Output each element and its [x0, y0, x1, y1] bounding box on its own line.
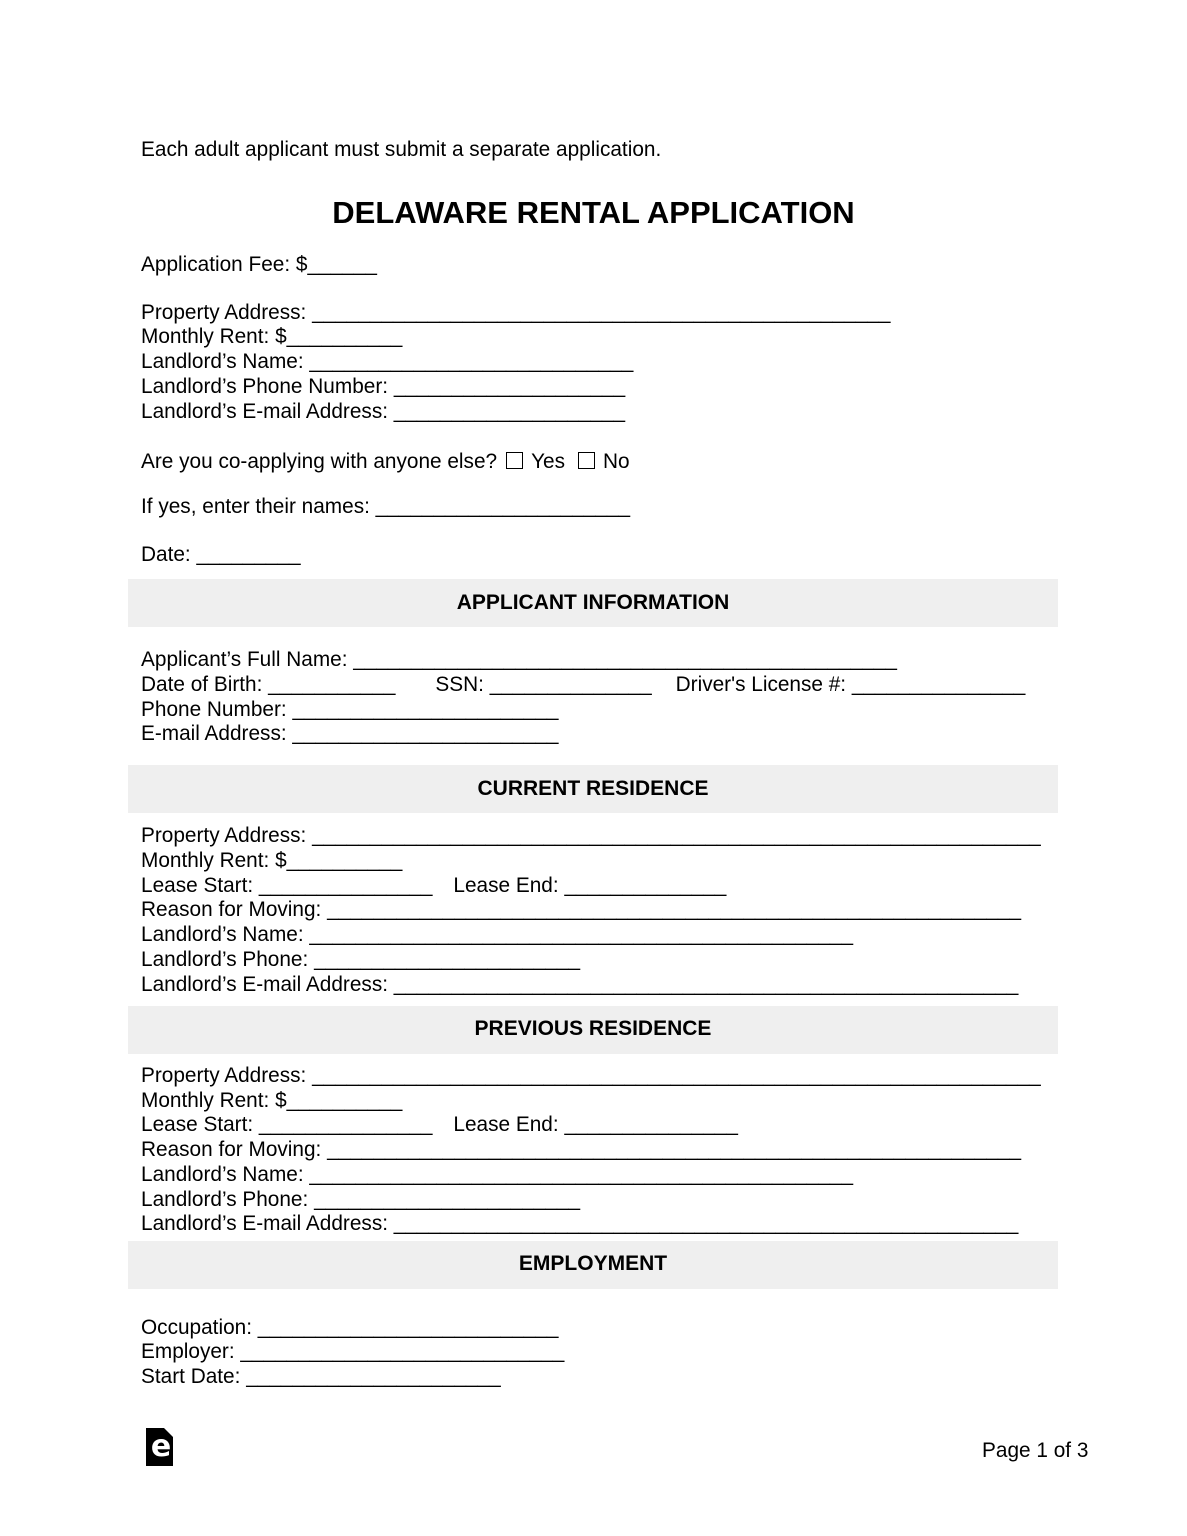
date-label: Date: [141, 543, 197, 567]
date-of-birth-blank[interactable]: ___________ [268, 672, 396, 696]
field-property-address [141, 301, 1187, 326]
previous-monthly-rent-label: Monthly Rent: $ [141, 1088, 287, 1112]
occupation-blank[interactable]: __________________________ [257, 1315, 559, 1339]
current-landlord-email-blank[interactable]: ______________________________________________________ [393, 972, 1019, 996]
section-header-employment [128, 1241, 1058, 1289]
field-current-landlord-email [141, 973, 1187, 998]
yes-checkbox-icon[interactable] [506, 452, 523, 469]
current-landlord-phone-label: Landlord’s Phone: [141, 947, 315, 971]
ssn-label: SSN: [435, 672, 490, 696]
field-co-applicant-names [141, 495, 1187, 520]
current-landlord-phone-blank[interactable]: _______________________ [314, 947, 581, 971]
field-email-address [141, 722, 1187, 747]
field-previous-reason-for-moving [141, 1138, 1187, 1163]
previous-property-address-label: Property Address: [141, 1063, 313, 1087]
previous-lease-start-label: Lease Start: [141, 1113, 259, 1137]
previous-landlord-email-blank[interactable]: ______________________________________________________ [393, 1212, 1019, 1236]
current-reason-for-moving-blank[interactable]: ____________________________________________________________ [327, 898, 1022, 922]
field-current-property-address [141, 824, 1187, 849]
property-address-blank[interactable]: __________________________________________________ [312, 300, 891, 324]
previous-landlord-email-label: Landlord’s E-mail Address: [141, 1212, 394, 1236]
eforms-logo [146, 1428, 173, 1466]
landlord-phone-number-blank[interactable]: ____________________ [393, 374, 626, 398]
current-lease-start-label: Lease Start: [141, 873, 259, 897]
employment-heading: EMPLOYMENT [518, 1252, 668, 1276]
co-applying-question: Are you co-applying with anyone else? [141, 450, 498, 474]
phone-number-label: Phone Number: [141, 697, 293, 721]
ssn-blank[interactable]: ______________ [489, 672, 652, 696]
previous-reason-for-moving-blank[interactable]: ____________________________________________________________ [327, 1138, 1022, 1161]
application-fee-label: Application Fee: $ [141, 252, 308, 276]
current-reason-for-moving-label: Reason for Moving: [141, 898, 328, 922]
yes-label: Yes [531, 450, 566, 474]
landlord-phone-number-label: Landlord’s Phone Number: [141, 374, 394, 398]
field-start-date [141, 1365, 1187, 1390]
current-lease-end-blank[interactable]: ______________ [564, 873, 727, 897]
current-property-address-label: Property Address: [141, 824, 313, 847]
field-previous-property-address [141, 1064, 1187, 1089]
applicant-information-heading: APPLICANT INFORMATION [456, 590, 730, 614]
section-header-previous-residence [128, 1006, 1058, 1054]
monthly-rent-label: Monthly Rent: $ [141, 325, 287, 349]
previous-property-address-blank[interactable]: _______________________________________________________________ [312, 1063, 1041, 1087]
date-blank[interactable]: _________ [196, 543, 301, 567]
page-title: DELAWARE RENTAL APPLICATION [332, 194, 855, 230]
no-label: No [603, 450, 630, 474]
monthly-rent-blank[interactable]: __________ [286, 325, 403, 349]
field-landlord-phone-number [141, 375, 1187, 400]
email-address-blank[interactable]: _______________________ [292, 722, 559, 746]
landlord-name-label: Landlord’s Name: [141, 350, 310, 373]
previous-lease-start-blank[interactable]: _______________ [258, 1113, 433, 1137]
field-current-landlord-name [141, 923, 1187, 948]
start-date-blank[interactable]: ______________________ [246, 1365, 501, 1388]
field-previous-lease-dates [141, 1113, 1187, 1138]
field-applicant-full-name [141, 648, 1187, 673]
field-application-fee [141, 253, 1187, 278]
no-checkbox-icon[interactable] [578, 452, 595, 469]
date-of-birth-label: Date of Birth: [141, 672, 269, 696]
field-previous-landlord-name [141, 1163, 1187, 1188]
current-lease-start-blank[interactable]: _______________ [258, 873, 433, 897]
current-monthly-rent-label: Monthly Rent: $ [141, 848, 287, 872]
field-previous-landlord-phone [141, 1188, 1187, 1213]
previous-landlord-phone-blank[interactable]: _______________________ [314, 1187, 581, 1211]
field-date [141, 543, 1187, 568]
eforms-logo-letter: e [150, 1429, 172, 1464]
page-number: Page 1 of 3 [982, 1439, 1089, 1462]
previous-lease-end-blank[interactable]: _______________ [564, 1113, 738, 1137]
field-phone-number [141, 698, 1187, 723]
section-header-applicant-information [128, 579, 1058, 627]
co-applicant-names-blank[interactable]: ______________________ [375, 494, 631, 518]
field-current-lease-dates [141, 874, 1187, 899]
landlord-email-blank[interactable]: ____________________ [393, 399, 626, 423]
previous-residence-heading: PREVIOUS RESIDENCE [474, 1017, 712, 1041]
field-previous-monthly-rent [141, 1089, 1187, 1114]
field-monthly-rent [141, 325, 1187, 350]
field-current-monthly-rent [141, 849, 1187, 874]
current-monthly-rent-blank[interactable]: __________ [286, 848, 403, 872]
current-property-address-blank[interactable]: _______________________________________________________________ [312, 824, 1041, 847]
current-landlord-name-label: Landlord’s Name: [141, 923, 310, 946]
notice-text: Each adult applicant must submit a separate application. [141, 138, 662, 161]
field-employer [141, 1340, 1187, 1365]
field-previous-landlord-email [141, 1212, 1187, 1237]
current-lease-end-label: Lease End: [453, 873, 565, 897]
field-current-reason-for-moving [141, 898, 1187, 923]
co-applicant-names-label: If yes, enter their names: [141, 494, 376, 518]
section-header-current-residence [128, 765, 1058, 813]
previous-reason-for-moving-label: Reason for Moving: [141, 1138, 328, 1161]
applicant-full-name-blank[interactable]: _______________________________________________ [353, 648, 897, 671]
occupation-label: Occupation: [141, 1315, 258, 1339]
property-address-label: Property Address: [141, 300, 313, 324]
current-landlord-name-blank[interactable]: _______________________________________________ [309, 923, 854, 946]
employer-label: Employer: [141, 1340, 241, 1364]
current-residence-heading: CURRENT RESIDENCE [477, 776, 709, 800]
field-current-landlord-phone [141, 948, 1187, 973]
start-date-label: Start Date: [141, 1365, 247, 1388]
field-landlord-email [141, 400, 1187, 425]
landlord-email-label: Landlord’s E-mail Address: [141, 399, 394, 423]
field-dob-ssn-license [141, 673, 1187, 698]
previous-monthly-rent-blank[interactable]: __________ [286, 1088, 403, 1112]
current-landlord-email-label: Landlord’s E-mail Address: [141, 972, 394, 996]
co-applying-line [141, 450, 1187, 475]
email-address-label: E-mail Address: [141, 722, 293, 746]
previous-lease-end-label: Lease End: [453, 1113, 565, 1137]
previous-landlord-name-blank[interactable]: _______________________________________________ [309, 1162, 854, 1186]
drivers-license-blank[interactable]: _______________ [851, 672, 1026, 696]
application-fee-blank[interactable]: ______ [307, 252, 377, 276]
field-occupation [141, 1316, 1187, 1341]
phone-number-blank[interactable]: _______________________ [292, 697, 559, 721]
employer-blank[interactable]: ____________________________ [240, 1340, 565, 1364]
drivers-license-label: Driver's License #: [675, 672, 852, 696]
previous-landlord-phone-label: Landlord’s Phone: [141, 1187, 315, 1211]
landlord-name-blank[interactable]: ____________________________ [309, 350, 634, 373]
applicant-full-name-label: Applicant’s Full Name: [141, 648, 354, 671]
field-landlord-name [141, 350, 1187, 375]
previous-landlord-name-label: Landlord’s Name: [141, 1162, 310, 1186]
